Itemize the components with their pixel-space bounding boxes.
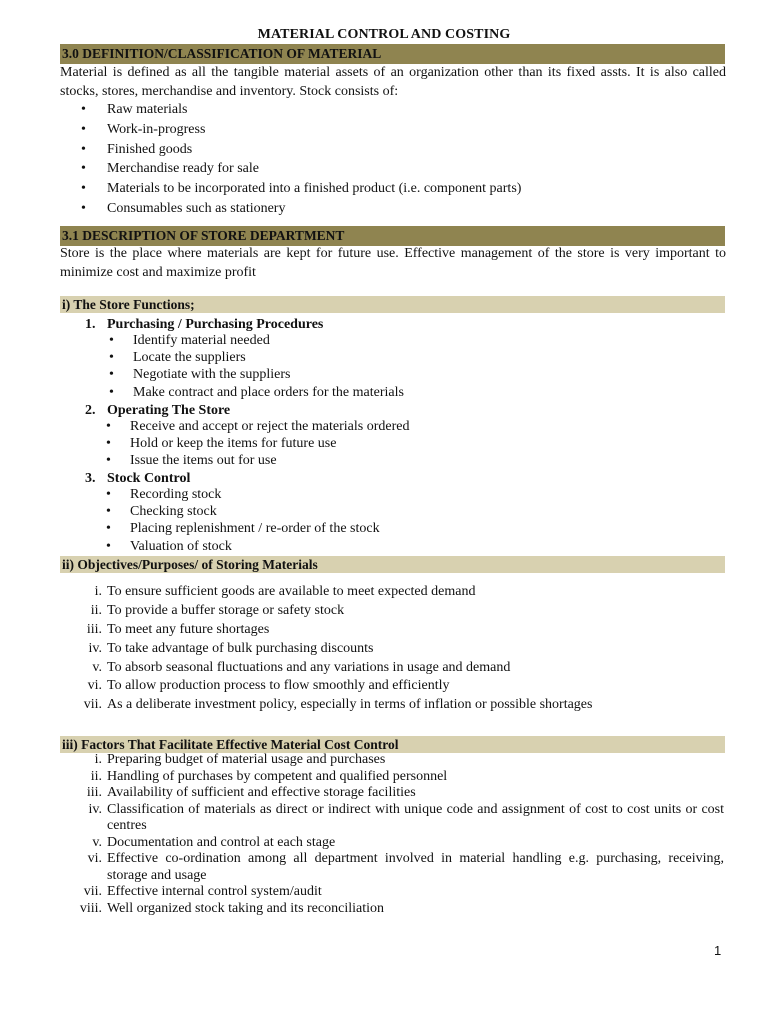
list-item: • Finished goods (107, 140, 707, 160)
list-item: • Valuation of stock (130, 538, 710, 555)
objectives-heading: ii) Objectives/Purposes/ of Storing Materials (60, 556, 725, 573)
section-3-0-heading: 3.0 DEFINITION/CLASSIFICATION OF MATERIAL (60, 44, 725, 64)
list-item: • Work-in-progress (107, 120, 707, 140)
group-title: Stock Control (107, 471, 191, 486)
group-title: Purchasing / Purchasing Procedures (107, 317, 324, 332)
list-item: • Raw materials (107, 100, 707, 120)
list-item: • Hold or keep the items for future use (130, 435, 710, 452)
factors-list (79, 752, 727, 917)
group-number: 3. (85, 471, 96, 486)
list-item: iv. To take advantage of bulk purchasing discounts (88, 640, 374, 656)
store-functions-heading: i) The Store Functions; (60, 296, 725, 313)
function-group-title (85, 316, 324, 333)
list-item: • Consumables such as stationery (107, 199, 707, 219)
list-item: vii. Effective internal control system/audit (83, 884, 322, 899)
list-item: ii. Handling of purchases by competent and qualified personnel (90, 768, 448, 784)
list-item: vi. To allow production process to flow smoothly and efficiently (87, 678, 450, 694)
group-number: 2. (85, 403, 96, 418)
group-title: Operating The Store (107, 403, 231, 418)
list-item: iii. Availability of sufficient and effective storage facilities (86, 785, 416, 800)
list-item: v. Documentation and control at each stage (92, 834, 336, 850)
section-3-1-intro: Store is the place where materials are kept for future use. Effective management of the store is very important to minimize cost and maximize profit (60, 246, 726, 280)
list-item: • Locate the suppliers (133, 349, 713, 366)
list-item: • Checking stock (130, 503, 710, 520)
list-item: i. To ensure sufficient goods are available to meet expected demand (94, 584, 476, 599)
document-title: MATERIAL CONTROL AND COSTING (257, 27, 511, 42)
list-item: • Issue the items out for use (130, 452, 710, 469)
list-item: • Materials to be incorporated into a finished product (i.e. component parts) (107, 179, 707, 199)
list-item: iii. To meet any future shortages (86, 621, 270, 637)
list-item: • Identify material needed (133, 332, 713, 349)
list-item: vii. As a deliberate investment policy, especially in terms of inflation or possible shortages (83, 697, 593, 713)
list-item: • Recording stock (130, 486, 710, 503)
factors-heading: iii) Factors That Facilitate Effective Material Cost Control (60, 736, 725, 753)
list-item: i. Preparing budget of material usage and purchases (94, 752, 386, 767)
group-number: 1. (85, 317, 96, 332)
list-item: viii. Well organized stock taking and its reconciliation (79, 900, 384, 916)
objectives-list (83, 583, 727, 715)
purchasing-list (133, 332, 713, 401)
function-group-title (85, 402, 231, 419)
list-item: • Make contract and place orders for the materials (133, 384, 713, 401)
list-item: v. To absorb seasonal fluctuations and any variations in usage and demand (92, 659, 511, 675)
operating-list (130, 418, 710, 470)
function-group-title (85, 470, 191, 487)
list-item: ii. To provide a buffer storage or safety stock (90, 602, 345, 618)
list-item: vi. Effective co-ordination among all department involved in material handling e.g. purchasing, receiving, storage and usage (87, 851, 724, 883)
list-item: • Receive and accept or reject the materials ordered (130, 418, 710, 435)
section-3-1-heading: 3.1 DESCRIPTION OF STORE DEPARTMENT (60, 226, 725, 246)
list-item: • Merchandise ready for sale (107, 159, 707, 179)
list-item: • Placing replenishment / re-order of the stock (130, 520, 710, 537)
stock-control-list (130, 486, 710, 555)
section-3-0-intro: Material is defined as all the tangible material assets of an organization other than its fixed assts. It is also called stocks, stores, merchandise and inventory. Stock consists of: (60, 65, 726, 99)
stock-types-list (107, 100, 707, 219)
list-item: • Negotiate with the suppliers (133, 366, 713, 383)
page-number: 1 (714, 943, 722, 958)
list-item: iv. Classification of materials as direct or indirect with unique code and assignment of cost to cost units or cost centres (88, 801, 724, 833)
